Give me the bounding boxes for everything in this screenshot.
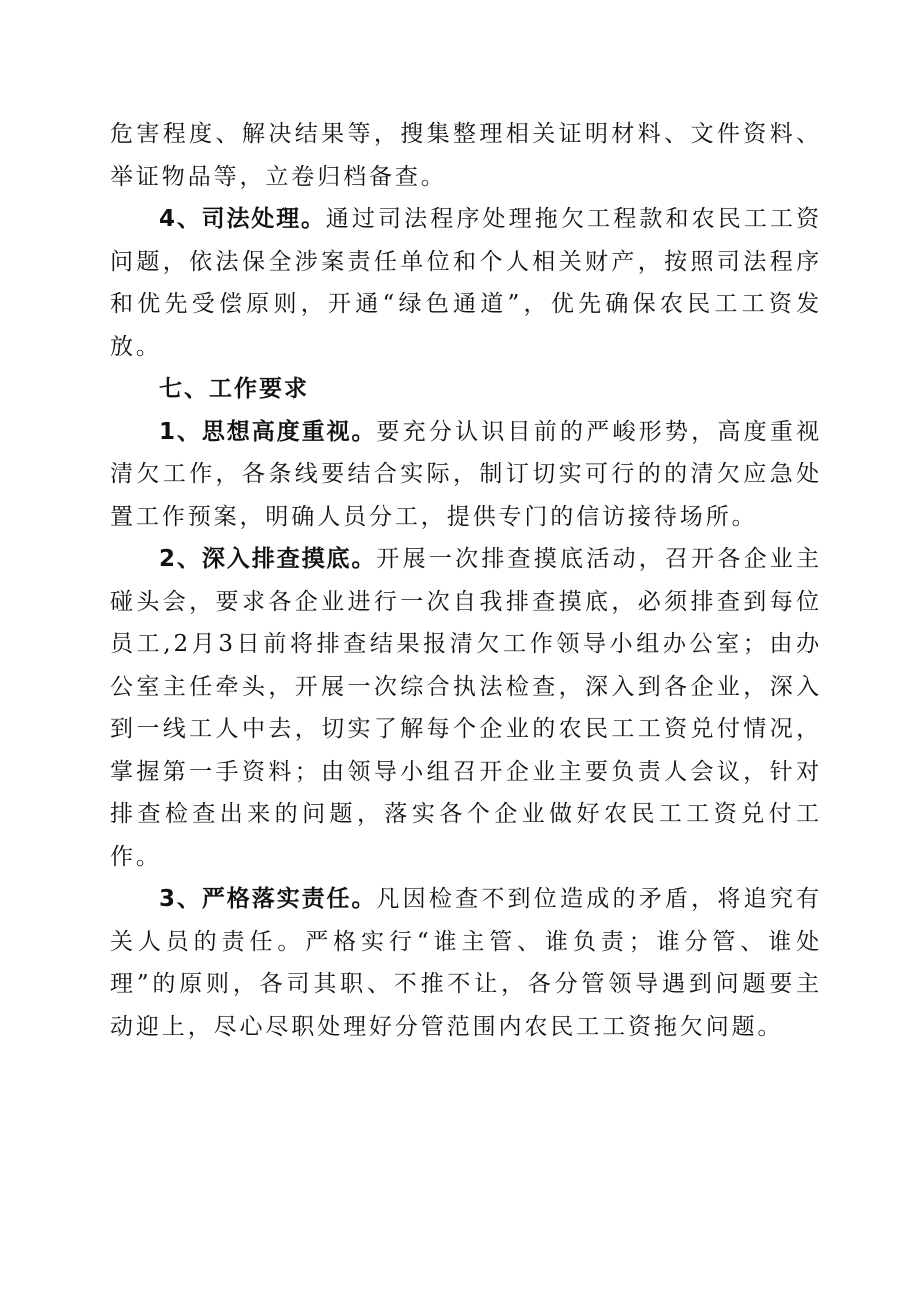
paragraph-judicial-handling [110, 198, 822, 368]
requirement-body: 凡因检查不到位造成的矛盾，将追究有关人员的责任。严格实行“谁主管、谁负责；谁分管、谁处理”的原则，各司其职、不推不让，各分管领导遇到问题要主动迎上，尽心尽职处理好分管范围内农民工工资拖欠问题。 [110, 886, 822, 1040]
requirement-lead: 3、严格落实责任。 [159, 886, 377, 912]
requirement-body: 要充分认识目前的严峻形势，高度重视清欠工作，各条线要结合实际，制订切实可行的的清欠应急处置工作预案，明确人员分工，提供专门的信访接待场所。 [110, 418, 822, 530]
paragraph-lead: 4、司法处理。 [159, 206, 326, 232]
requirement-item-2 [110, 538, 822, 878]
requirement-body: 开展一次排查摸底活动，召开各企业主碰头会，要求各企业进行一次自我排查摸底，必须排查到每位员工,2月3日前将排查结果报清欠工作领导小组办公室；由办公室主任牵头，开展一次综合执法检查，深入到各企业，深入到一线工人中去，切实了解每个企业的农民工工资兑付情况，掌握第一手资料；由领导小组召开企业主要负责人会议，针对排查检查出来的问题，落实各个企业做好农民工工资兑付工作。 [110, 546, 822, 870]
requirement-item-3 [110, 878, 822, 1048]
requirement-lead: 1、思想高度重视。 [159, 418, 377, 445]
requirement-item-1 [110, 411, 822, 539]
paragraph-body: 通过司法程序处理拖欠工程款和农民工工资问题，依法保全涉案责任单位和个人相关财产，按照司法程序和优先受偿原则，开通“绿色通道”，优先确保农民工工资发放。 [110, 206, 822, 360]
document-page [110, 113, 822, 1048]
paragraph-body: 危害程度、解决结果等，搜集整理相关证明材料、文件资料、举证物品等，立卷归档备查。 [110, 121, 822, 190]
paragraph-continuation [110, 113, 822, 198]
section-heading: 七、工作要求 [159, 376, 309, 402]
requirement-lead: 2、深入排查摸底。 [159, 546, 377, 572]
